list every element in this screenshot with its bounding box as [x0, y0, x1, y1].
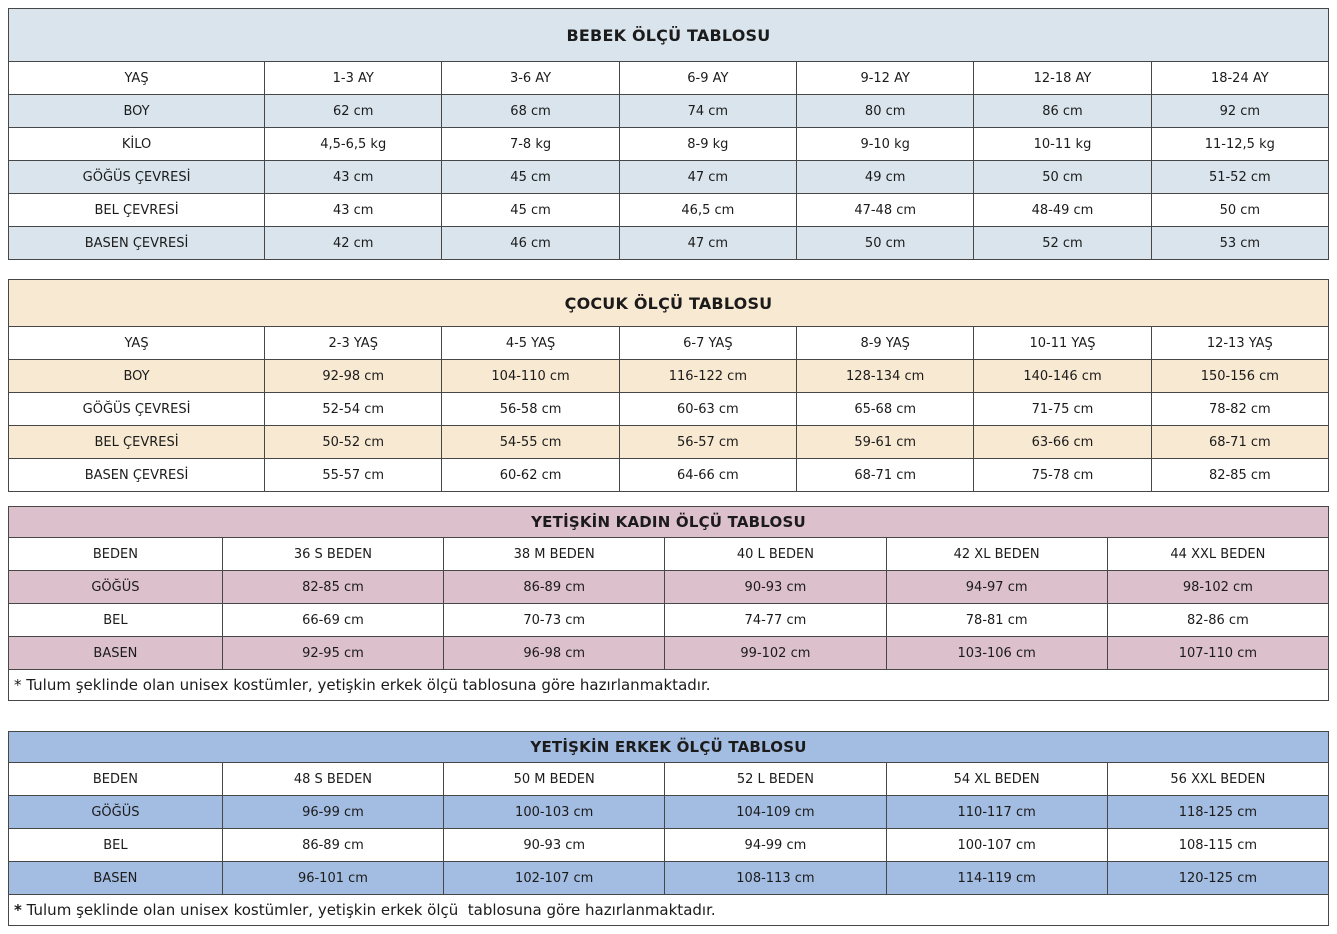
- size-value-cell: 36 S BEDEN: [222, 538, 443, 571]
- row-label: BEL ÇEVRESİ: [9, 194, 265, 227]
- size-row: [9, 829, 1329, 862]
- size-value-cell: 40 L BEDEN: [665, 538, 886, 571]
- size-value-cell: 94-97 cm: [886, 571, 1107, 604]
- size-value-cell: 90-93 cm: [665, 571, 886, 604]
- size-value-cell: 51-52 cm: [1151, 161, 1328, 194]
- size-value-cell: 59-61 cm: [797, 426, 974, 459]
- size-value-cell: 64-66 cm: [619, 459, 796, 492]
- size-value-cell: 99-102 cm: [665, 637, 886, 670]
- size-value-cell: 116-122 cm: [619, 360, 796, 393]
- size-value-cell: 75-78 cm: [974, 459, 1151, 492]
- size-value-cell: 78-82 cm: [1151, 393, 1328, 426]
- size-value-cell: 110-117 cm: [886, 796, 1107, 829]
- size-value-cell: 3-6 AY: [442, 62, 619, 95]
- size-value-cell: 56-58 cm: [442, 393, 619, 426]
- size-value-cell: 78-81 cm: [886, 604, 1107, 637]
- footnote-marker: *: [14, 901, 22, 919]
- size-value-cell: 1-3 AY: [265, 62, 442, 95]
- size-value-cell: 47 cm: [619, 161, 796, 194]
- size-value-cell: 86-89 cm: [222, 829, 443, 862]
- size-value-cell: 7-8 kg: [442, 128, 619, 161]
- row-label: BOY: [9, 360, 265, 393]
- size-value-cell: 48 S BEDEN: [222, 763, 443, 796]
- size-value-cell: 8-9 YAŞ: [797, 327, 974, 360]
- size-row: [9, 327, 1329, 360]
- size-value-cell: 47-48 cm: [797, 194, 974, 227]
- size-value-cell: 12-18 AY: [974, 62, 1151, 95]
- size-value-cell: 90-93 cm: [444, 829, 665, 862]
- size-value-cell: 47 cm: [619, 227, 796, 260]
- size-value-cell: 60-62 cm: [442, 459, 619, 492]
- size-value-cell: 150-156 cm: [1151, 360, 1328, 393]
- table-title-row: [9, 732, 1329, 763]
- size-value-cell: 82-86 cm: [1107, 604, 1328, 637]
- row-label: YAŞ: [9, 62, 265, 95]
- size-value-cell: 11-12,5 kg: [1151, 128, 1328, 161]
- size-value-cell: 92-95 cm: [222, 637, 443, 670]
- women-size-table-section: [8, 506, 1329, 701]
- size-value-cell: 118-125 cm: [1107, 796, 1328, 829]
- size-value-cell: 4,5-6,5 kg: [265, 128, 442, 161]
- baby-size-table-section: [8, 8, 1329, 260]
- baby-size-table: [8, 8, 1329, 260]
- footnote-text: Tulum şeklinde olan unisex kostümler, yetişkin erkek ölçü tablosuna göre hazırlanmaktadır.: [21, 676, 711, 694]
- table-footnote: [9, 895, 1329, 926]
- size-value-cell: 18-24 AY: [1151, 62, 1328, 95]
- size-value-cell: 70-73 cm: [444, 604, 665, 637]
- size-value-cell: 52-54 cm: [265, 393, 442, 426]
- size-value-cell: 96-98 cm: [444, 637, 665, 670]
- size-value-cell: 52 cm: [974, 227, 1151, 260]
- size-value-cell: 43 cm: [265, 161, 442, 194]
- footnote-row: [9, 670, 1329, 701]
- size-value-cell: 50-52 cm: [265, 426, 442, 459]
- table-title-row: [9, 507, 1329, 538]
- size-value-cell: 82-85 cm: [222, 571, 443, 604]
- size-value-cell: 104-109 cm: [665, 796, 886, 829]
- size-value-cell: 108-115 cm: [1107, 829, 1328, 862]
- row-label: GÖĞÜS: [9, 796, 223, 829]
- size-value-cell: 60-63 cm: [619, 393, 796, 426]
- size-value-cell: 10-11 YAŞ: [974, 327, 1151, 360]
- size-value-cell: 114-119 cm: [886, 862, 1107, 895]
- size-row: [9, 128, 1329, 161]
- size-value-cell: 92 cm: [1151, 95, 1328, 128]
- size-value-cell: 62 cm: [265, 95, 442, 128]
- size-value-cell: 92-98 cm: [265, 360, 442, 393]
- size-value-cell: 103-106 cm: [886, 637, 1107, 670]
- size-value-cell: 66-69 cm: [222, 604, 443, 637]
- table-title: YETİŞKİN ERKEK ÖLÇÜ TABLOSU: [9, 732, 1329, 763]
- size-value-cell: 68 cm: [442, 95, 619, 128]
- size-value-cell: 9-12 AY: [797, 62, 974, 95]
- size-row: [9, 360, 1329, 393]
- size-value-cell: 54 XL BEDEN: [886, 763, 1107, 796]
- row-label: GÖĞÜS: [9, 571, 223, 604]
- size-value-cell: 102-107 cm: [444, 862, 665, 895]
- size-value-cell: 82-85 cm: [1151, 459, 1328, 492]
- row-label: BASEN ÇEVRESİ: [9, 459, 265, 492]
- size-value-cell: 68-71 cm: [1151, 426, 1328, 459]
- size-value-cell: 65-68 cm: [797, 393, 974, 426]
- table-title-row: [9, 9, 1329, 62]
- size-value-cell: 8-9 kg: [619, 128, 796, 161]
- size-value-cell: 52 L BEDEN: [665, 763, 886, 796]
- size-row: [9, 459, 1329, 492]
- row-label: BEDEN: [9, 763, 223, 796]
- row-label: BEL ÇEVRESİ: [9, 426, 265, 459]
- size-row: [9, 426, 1329, 459]
- size-value-cell: 100-103 cm: [444, 796, 665, 829]
- size-value-cell: 96-101 cm: [222, 862, 443, 895]
- row-label: GÖĞÜS ÇEVRESİ: [9, 393, 265, 426]
- footnote-row: [9, 895, 1329, 926]
- row-label: BEDEN: [9, 538, 223, 571]
- size-row: [9, 227, 1329, 260]
- size-value-cell: 50 cm: [1151, 194, 1328, 227]
- row-label: BEL: [9, 604, 223, 637]
- size-value-cell: 10-11 kg: [974, 128, 1151, 161]
- size-charts-page: [8, 8, 1329, 926]
- size-row: [9, 604, 1329, 637]
- table-footnote: [9, 670, 1329, 701]
- row-label: KİLO: [9, 128, 265, 161]
- size-value-cell: 42 XL BEDEN: [886, 538, 1107, 571]
- table-title-row: [9, 280, 1329, 327]
- size-value-cell: 86-89 cm: [444, 571, 665, 604]
- size-row: [9, 95, 1329, 128]
- size-value-cell: 38 M BEDEN: [444, 538, 665, 571]
- size-value-cell: 50 M BEDEN: [444, 763, 665, 796]
- row-label: GÖĞÜS ÇEVRESİ: [9, 161, 265, 194]
- child-size-table: [8, 279, 1329, 492]
- size-value-cell: 74-77 cm: [665, 604, 886, 637]
- size-row: [9, 637, 1329, 670]
- size-value-cell: 98-102 cm: [1107, 571, 1328, 604]
- size-value-cell: 74 cm: [619, 95, 796, 128]
- size-value-cell: 4-5 YAŞ: [442, 327, 619, 360]
- size-row: [9, 194, 1329, 227]
- row-label: YAŞ: [9, 327, 265, 360]
- row-label: BASEN: [9, 862, 223, 895]
- size-row: [9, 862, 1329, 895]
- size-row: [9, 62, 1329, 95]
- size-row: [9, 393, 1329, 426]
- size-value-cell: 140-146 cm: [974, 360, 1151, 393]
- row-label: BASEN ÇEVRESİ: [9, 227, 265, 260]
- men-size-table-section: [8, 731, 1329, 926]
- size-value-cell: 100-107 cm: [886, 829, 1107, 862]
- row-label: BEL: [9, 829, 223, 862]
- size-value-cell: 2-3 YAŞ: [265, 327, 442, 360]
- size-value-cell: 6-7 YAŞ: [619, 327, 796, 360]
- size-row: [9, 796, 1329, 829]
- table-title: YETİŞKİN KADIN ÖLÇÜ TABLOSU: [9, 507, 1329, 538]
- size-value-cell: 42 cm: [265, 227, 442, 260]
- size-value-cell: 71-75 cm: [974, 393, 1151, 426]
- table-title: ÇOCUK ÖLÇÜ TABLOSU: [9, 280, 1329, 327]
- size-value-cell: 63-66 cm: [974, 426, 1151, 459]
- size-value-cell: 108-113 cm: [665, 862, 886, 895]
- footnote-marker: *: [14, 676, 22, 694]
- men-size-table: [8, 731, 1329, 926]
- size-value-cell: 50 cm: [797, 227, 974, 260]
- size-value-cell: 9-10 kg: [797, 128, 974, 161]
- size-value-cell: 6-9 AY: [619, 62, 796, 95]
- size-value-cell: 56 XXL BEDEN: [1107, 763, 1328, 796]
- size-row: [9, 538, 1329, 571]
- footnote-text: Tulum şeklinde olan unisex kostümler, yetişkin erkek ölçü tablosuna göre hazırlanmaktadır.: [21, 901, 716, 919]
- size-value-cell: 50 cm: [974, 161, 1151, 194]
- women-size-table: [8, 506, 1329, 701]
- size-value-cell: 55-57 cm: [265, 459, 442, 492]
- size-value-cell: 53 cm: [1151, 227, 1328, 260]
- size-row: [9, 571, 1329, 604]
- size-value-cell: 96-99 cm: [222, 796, 443, 829]
- size-value-cell: 56-57 cm: [619, 426, 796, 459]
- size-value-cell: 12-13 YAŞ: [1151, 327, 1328, 360]
- row-label: BOY: [9, 95, 265, 128]
- size-row: [9, 763, 1329, 796]
- size-value-cell: 54-55 cm: [442, 426, 619, 459]
- size-value-cell: 107-110 cm: [1107, 637, 1328, 670]
- size-value-cell: 46,5 cm: [619, 194, 796, 227]
- size-value-cell: 49 cm: [797, 161, 974, 194]
- size-value-cell: 44 XXL BEDEN: [1107, 538, 1328, 571]
- size-value-cell: 86 cm: [974, 95, 1151, 128]
- size-value-cell: 43 cm: [265, 194, 442, 227]
- size-value-cell: 45 cm: [442, 194, 619, 227]
- child-size-table-section: [8, 279, 1329, 492]
- size-value-cell: 68-71 cm: [797, 459, 974, 492]
- size-value-cell: 94-99 cm: [665, 829, 886, 862]
- size-value-cell: 45 cm: [442, 161, 619, 194]
- row-label: BASEN: [9, 637, 223, 670]
- size-row: [9, 161, 1329, 194]
- size-value-cell: 120-125 cm: [1107, 862, 1328, 895]
- size-value-cell: 128-134 cm: [797, 360, 974, 393]
- size-value-cell: 48-49 cm: [974, 194, 1151, 227]
- size-value-cell: 80 cm: [797, 95, 974, 128]
- size-value-cell: 46 cm: [442, 227, 619, 260]
- table-title: BEBEK ÖLÇÜ TABLOSU: [9, 9, 1329, 62]
- size-value-cell: 104-110 cm: [442, 360, 619, 393]
